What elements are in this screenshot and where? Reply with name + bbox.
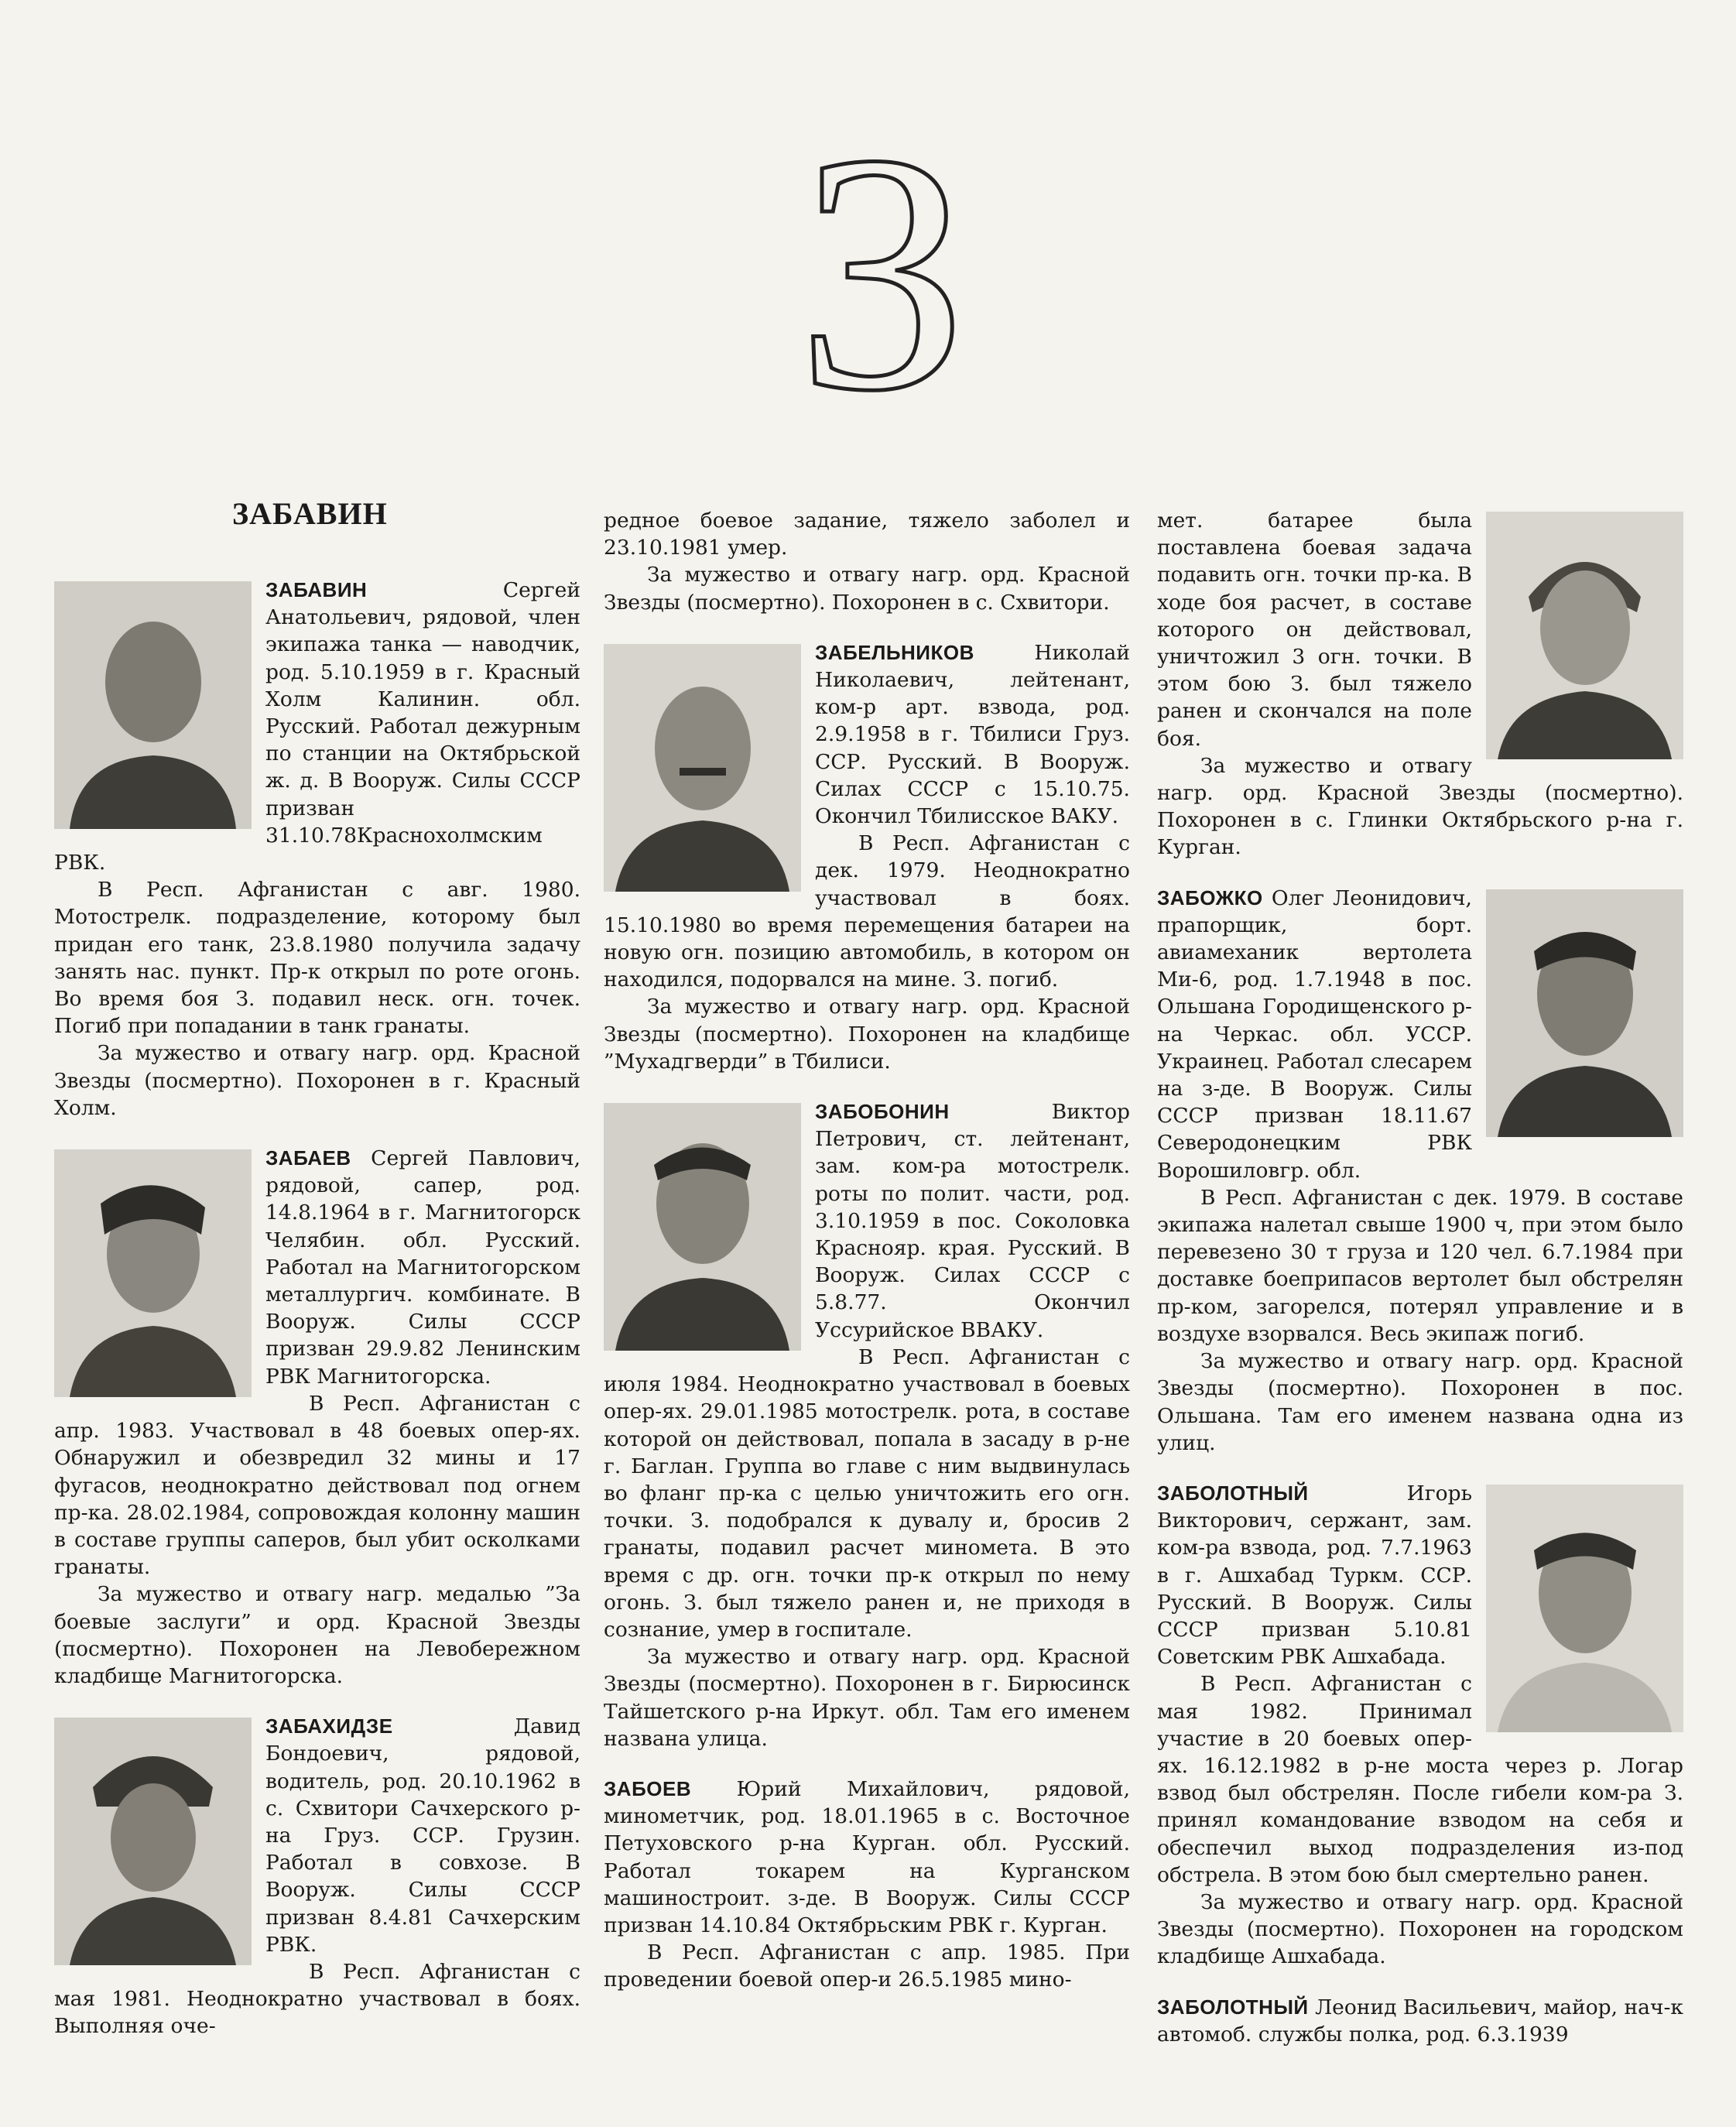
entry-zabaev: ЗАБАЕВ Сергей Павлович, рядовой, сапер, род. 14.8.1964 в г. Магнитогорск Челябин. обл. Русский. Работал на Магнитогорском металлургич. комбинате. В Вооруж. Силы СССР призван 29.9.82 Ленинским РВК Магнитогорска. В Респ. Афганистан с апр. 1983. Участвовал в 48 боевых опер-ях. Обнаружил и обезвредил 32 мины и 17 фугасов, неоднократно действовал под огнем пр-ка. 28.02.1984, сопровождая колонну машин в составе группы саперов, был убит осколками гранаты. За мужество и отвагу нагр. медалью ”За боевые заслуги” и орд. Красной Звезды (посмертно). Похоронен на Левобережном кладбище Магнитогорска.: [54, 1146, 580, 1688]
portrait-photo: [54, 581, 252, 829]
column-1: [54, 577, 580, 2064]
entry-zaboev: ЗАБОЕВ Юрий Михайлович, рядовой, минометчик, род. 18.01.1965 в с. Восточное Петуховского р-на Курган. обл. Русский. Работал токарем на Курганском машиностроит. з-де. В Вооруж. Силы СССР призван 14.10.84 Октябрьским РВК г. Курган. В Респ. Афганистан с апр. 1985. При проведении боевой опер-и 26.5.1985 мино-: [604, 1776, 1130, 1992]
entry-zabobonin: ЗАБОБОНИН Виктор Петрович, ст. лейтенант, зам. ком-ра мотострелк. роты по полит. части, род. 3.10.1959 в пос. Соколовка Краснояр. края. Русский. В Вооруж. Силах СССР с 5.8.77. Окончил Уссурийское ВВАКУ. В Респ. Афганистан с июля 1984. Неоднократно участвовал в боевых опер-ях. 29.01.1985 мотострелк. рота, в составе которой он действовал, попала в засаду в р-не г. Баглан. Группа во главе с ним выдвинулась во фланг пр-ка с целью уничтожить его огн. точки. З. подобрался к дувалу и, бросив 2 гранаты, подавил расчет миномета. В это время с др. огн. точки пр-к открыл по нему огонь. З. был тяжело ранен и, не приходя в сознание, умер в госпитале. За мужество и отвагу нагр. орд. Красной Звезды (посмертно). Похоронен в г. Бирюсинск Тайшетского р-на Иркут. обл. Там его именем названа улица.: [604, 1100, 1130, 1751]
portrait-photo: [604, 644, 801, 892]
column-2: [604, 507, 1130, 2017]
entry-zabakhidze: ЗАБАХИДЗЕ Давид Бондоевич, рядовой, водитель, род. 20.10.1962 в с. Схвитори Сачхерского р-на Груз. ССР. Грузин. Работал в совхозе. В Вооруж. Силы СССР призван 8.4.81 Сачхерским РВК. В Респ. Афганистан с мая 1981. Неоднократно участвовал в боях. Выполняя оче-: [54, 1714, 580, 2039]
entry-zaboev-cont: мет. батарее была поставлена боевая задача подавить огн. точки пр-ка. В ходе боя расчет, в составе которого он действовал, уничтожил 3 огн. точки. В этом бою З. был тяжело ранен и скончался на поле боя. За мужество и отвагу нагр. орд. Красной Звезды (посмертно). Похоронен в с. Глинки Октябрьского р-на г. Курган.: [1157, 509, 1683, 860]
svg-text:З: З: [796, 128, 968, 406]
entry-zabolotny-igor: ЗАБОЛОТНЫЙ Игорь Викторович, сержант, зам. ком-ра взвода, род. 7.7.1963 в г. Ашхабад Туркм. ССР. Русский. В Вооруж. Силы СССР призван 5.10.81 Советским РВК Ашхабада. В Респ. Афганистан с мая 1982. Принимал участие в 20 боевых опер-ях. 16.12.1982 в р-не моста через р. Логар взвод был обстрелян. После гибели ком-ра З. принял командование взводом на себя и обеспечил выход подразделения из-под обстрела. В этом бою был смертельно ранен. За мужество и отвагу нагр. орд. Красной Звезды (посмертно). Похоронен на городском кладбище Ашхабада.: [1157, 1481, 1683, 1969]
section-letter: [766, 128, 998, 406]
entry-zabolotny-leonid: ЗАБОЛОТНЫЙ Леонид Васильевич, майор, нач-к автомоб. службы полка, род. 6.3.1939: [1157, 1995, 1683, 2047]
section-title: ЗАБАВИН: [232, 496, 388, 531]
portrait-photo: [1486, 889, 1683, 1137]
column-3: [1157, 507, 1683, 2071]
entry-zabavin: ЗАБАВИН Сергей Анатольевич, рядовой, член экипажа танка — наводчик, род. 5.10.1959 в г. Красный Холм Калинин. обл. Русский. Работал дежурным по станции на Октябрьской ж. д. В Вооруж. Силы СССР призван 31.10.78Краснохолмским РВК. В Респ. Афганистан с авг. 1980. Мотострелк. подразделение, которому был придан его танк, 23.8.1980 получила задачу занять нас. пункт. Пр-к открыл по роте огонь. Во время боя З. подавил неск. огн. точек. Погиб при попадании в танк гранаты. За мужество и отвагу нагр. орд. Красной Звезды (посмертно). Похоронен в г. Красный Холм.: [54, 578, 580, 1120]
portrait-photo: [54, 1718, 252, 1965]
portrait-photo: [54, 1149, 252, 1397]
entry-zabakhidze-cont: редное боевое задание, тяжело заболел и 23.10.1981 умер. За мужество и отвагу нагр. орд. Красной Звезды (посмертно). Похоронен в с. Схвитори.: [604, 509, 1130, 615]
entry-zabozhko: ЗАБОЖКО Олег Леонидович, прапорщик, борт. авиамеханик вертолета Ми-6, род. 1.7.1948 в пос. Ольшана Городищенского р-на Черкас. обл. УССР. Украинец. Работал слесарем на з-де. В Вооруж. Силы СССР призван 18.11.67 Северодонецким РВК Ворошиловгр. обл. В Респ. Афганистан с дек. 1979. В составе экипажа налетал свыше 1900 ч, при этом было перевезено 30 т груза и 120 чел. 6.7.1984 при доставке боеприпасов вертолет был обстрелян пр-ком, загорелся, потерял управление и в воздухе взорвался. Весь экипаж погиб. За мужество и отвагу нагр. орд. Красной Звезды (посмертно). Похоронен в пос. Ольшана. Там его именем названа одна из улиц.: [1157, 885, 1683, 1455]
portrait-photo: [1486, 512, 1683, 759]
entry-zabelnikov: ЗАБЕЛЬНИКОВ Николай Николаевич, лейтенант, ком-р арт. взвода, род. 2.9.1958 в г. Тбилиси Груз. ССР. Русский. В Вооруж. Силах СССР с 15.10.75. Окончил Тбилисское ВАКУ. В Респ. Афганистан с дек. 1979. Неоднократно участвовал в боях. 15.10.1980 во время перемещения батареи на новую огн. позицию автомобиль, в котором он находился, подорвался на мине. З. погиб. За мужество и отвагу нагр. орд. Красной Звезды (посмертно). Похоронен на кладбище ”Мухадгверди” в Тбилиси.: [604, 640, 1130, 1074]
portrait-photo: [1486, 1485, 1683, 1732]
portrait-photo: [604, 1103, 801, 1351]
